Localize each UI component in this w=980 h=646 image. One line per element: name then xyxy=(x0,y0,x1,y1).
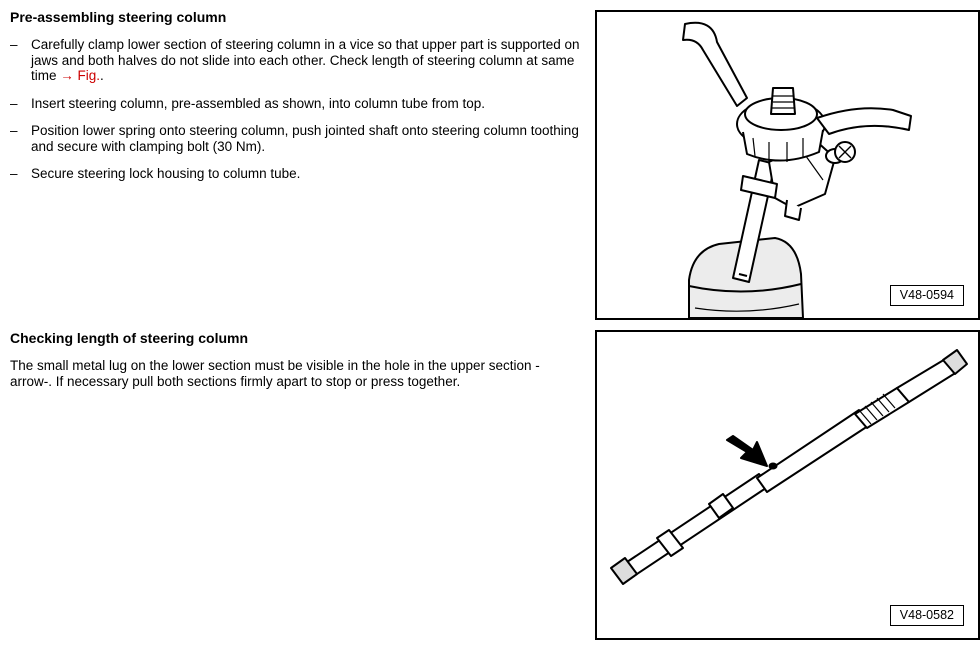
instruction-step xyxy=(10,37,580,84)
figure-label: V48-0594 xyxy=(890,285,964,306)
step-dash: – xyxy=(10,123,18,138)
instruction-step xyxy=(10,123,580,154)
figure-label: V48-0582 xyxy=(890,605,964,626)
steering-assembly-illustration xyxy=(597,12,978,318)
step-dash: – xyxy=(10,95,18,111)
step-text: Position lower spring onto steering column, push jointed shaft onto steering column toothing and secure with clamping bolt (30 Nm). xyxy=(31,123,579,154)
step-text: Secure steering lock housing to column tube. xyxy=(31,166,301,181)
section-heading: Checking length of steering column xyxy=(10,330,249,346)
figure-link[interactable]: → Fig. xyxy=(60,68,101,83)
instruction-step xyxy=(10,166,580,182)
steering-column-illustration xyxy=(597,332,978,638)
step-text-after: . xyxy=(100,68,104,83)
step-dash: – xyxy=(10,37,18,52)
figure-steering-column-assembly xyxy=(595,10,980,320)
step-dash: – xyxy=(10,166,18,181)
section-heading: Pre-assembling steering column xyxy=(10,9,227,25)
step-text-body: Carefully clamp lower section of steering column in a vice so that upper part is supported on jaws and both halves do not slide into each other. Check length of steering column at same time xyxy=(31,37,580,83)
section-paragraph: The small metal lug on the lower section must be visible in the hole in the upper section -arrow-. If necessary pull both sections firmly apart to stop or press together. xyxy=(10,358,540,389)
section-pre-assembling xyxy=(10,8,580,194)
section-checking-length xyxy=(10,329,580,389)
figure-steering-column-length xyxy=(595,330,980,640)
step-text: Insert steering column, pre-assembled as shown, into column tube from top. xyxy=(31,95,485,111)
step-text xyxy=(31,37,580,84)
instruction-step xyxy=(10,96,580,112)
